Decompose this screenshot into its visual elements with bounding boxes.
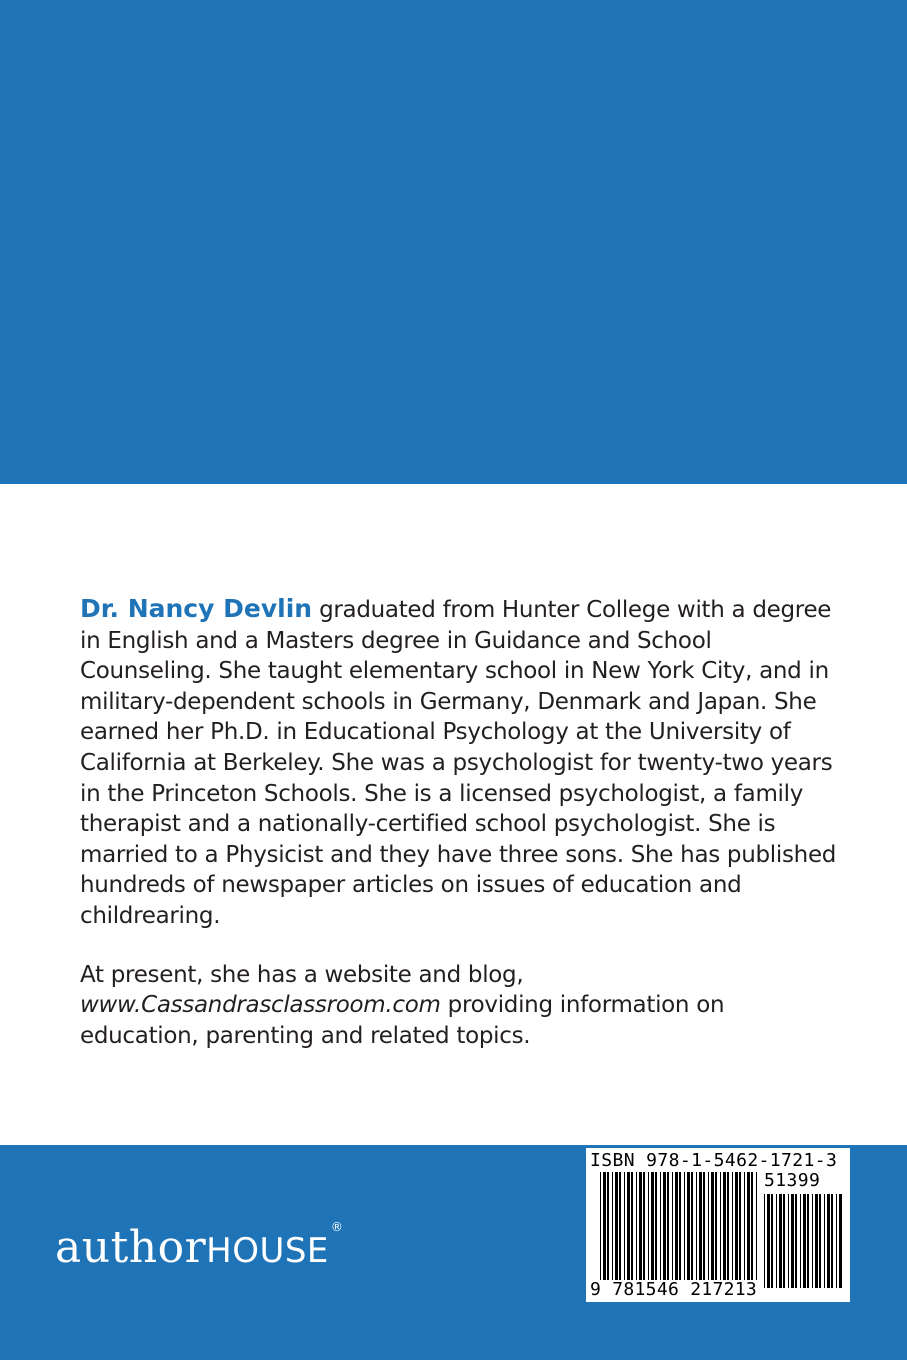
barcode-bar [727,1172,729,1280]
author-bio [80,594,840,1051]
barcode-bar [783,1194,785,1288]
barcode-bar [744,1172,745,1280]
barcode-bar [696,1172,697,1280]
bio-paragraph-1 [80,594,840,932]
barcode-bar [675,1172,678,1280]
barcode-bar [699,1172,702,1280]
barcode-bar [776,1194,777,1288]
barcode-bar [636,1172,637,1280]
barcode-bar [663,1172,666,1280]
ean-digits: 9 781546 217213 [590,1279,758,1300]
barcode-bar [684,1172,685,1280]
barcode-bar [639,1172,642,1280]
barcode-bar [672,1172,673,1280]
barcode-bar [812,1194,813,1288]
barcode-bar [624,1172,625,1280]
barcode-bar [655,1172,657,1280]
barcode-bar [839,1194,842,1288]
isbn-barcode [586,1148,850,1302]
barcode-bar [819,1194,821,1288]
barcode-bar [615,1172,618,1280]
bio-paragraph-2-rest: providing information on education, parenting and related topics. [80,992,725,1049]
barcode-bar [708,1172,709,1280]
barcode-bar [739,1172,741,1280]
barcode-bar [824,1194,825,1288]
barcode-bar [720,1172,721,1280]
barcode-bar [791,1194,794,1288]
barcode-bar [687,1172,690,1280]
barcode-bar [607,1172,609,1280]
barcode-bar [779,1194,782,1288]
barcode-bar [643,1172,645,1280]
supplement-code: 51399 [764,1170,821,1191]
barcode-bar [651,1172,654,1280]
barcode-bar [815,1194,818,1288]
barcode-bar [715,1172,717,1280]
top-blue-band [0,0,907,484]
barcode-bar [764,1194,765,1288]
barcode-bar [667,1172,669,1280]
barcode-bar [831,1194,833,1288]
publisher-logo [55,1220,343,1278]
bio-paragraph-1-text: graduated from Hunter College with a degree in English and a Masters degree in Guidance and School Counseling. She taught elementary school in New York City, and in military-dependent schools in Germany, Denmark and Japan. She earned her Ph.D. in Educational Psychology at the University of California at Berkeley. She was a psychologist for twenty-two years in the Princeton Schools. She is a licensed psychologist, a family therapist and a nationally-certified school psychologist. She is married to a Physicist and they have three sons. She has published hundreds of newspaper articles on issues of education and childrearing. [80,597,837,929]
logo-house-text: HOUSE [206,1231,329,1271]
barcode-bar [627,1172,630,1280]
isbn-label: ISBN 978-1-5462-1721-3 [590,1150,838,1171]
barcode-bar [771,1194,773,1288]
barcode-bar [612,1172,613,1280]
barcode-bar [803,1194,806,1288]
barcode-bar [751,1172,753,1280]
barcode-bar [836,1194,837,1288]
barcode-bar [788,1194,789,1288]
bio-paragraph-2 [80,960,840,1052]
barcode-bar [603,1172,606,1280]
author-name: Dr. Nancy Devlin [80,594,313,623]
barcode-bar [800,1194,801,1288]
barcode-bar [827,1194,830,1288]
barcode-bar [703,1172,705,1280]
barcode-bar [711,1172,714,1280]
barcode-bar [795,1194,797,1288]
barcode-bar [732,1172,733,1280]
barcode-bar [619,1172,621,1280]
barcode-bar [767,1194,770,1288]
website-link[interactable]: www.Cassandrasclassroom.com [80,992,441,1019]
bio-paragraph-2-text: At present, she has a website and blog, [80,961,524,988]
barcode-bar [679,1172,681,1280]
barcode-bar [747,1172,750,1280]
barcode-bar [660,1172,661,1280]
barcode-bar [631,1172,633,1280]
barcode-bar [648,1172,649,1280]
barcode-bar [691,1172,693,1280]
barcode-bar [807,1194,809,1288]
logo-author-text: author [55,1222,207,1273]
barcode-bar [600,1172,601,1280]
barcode-bar [756,1172,757,1280]
registered-mark: ® [330,1220,343,1234]
barcode-bar [723,1172,726,1280]
barcode-bar [735,1172,738,1280]
